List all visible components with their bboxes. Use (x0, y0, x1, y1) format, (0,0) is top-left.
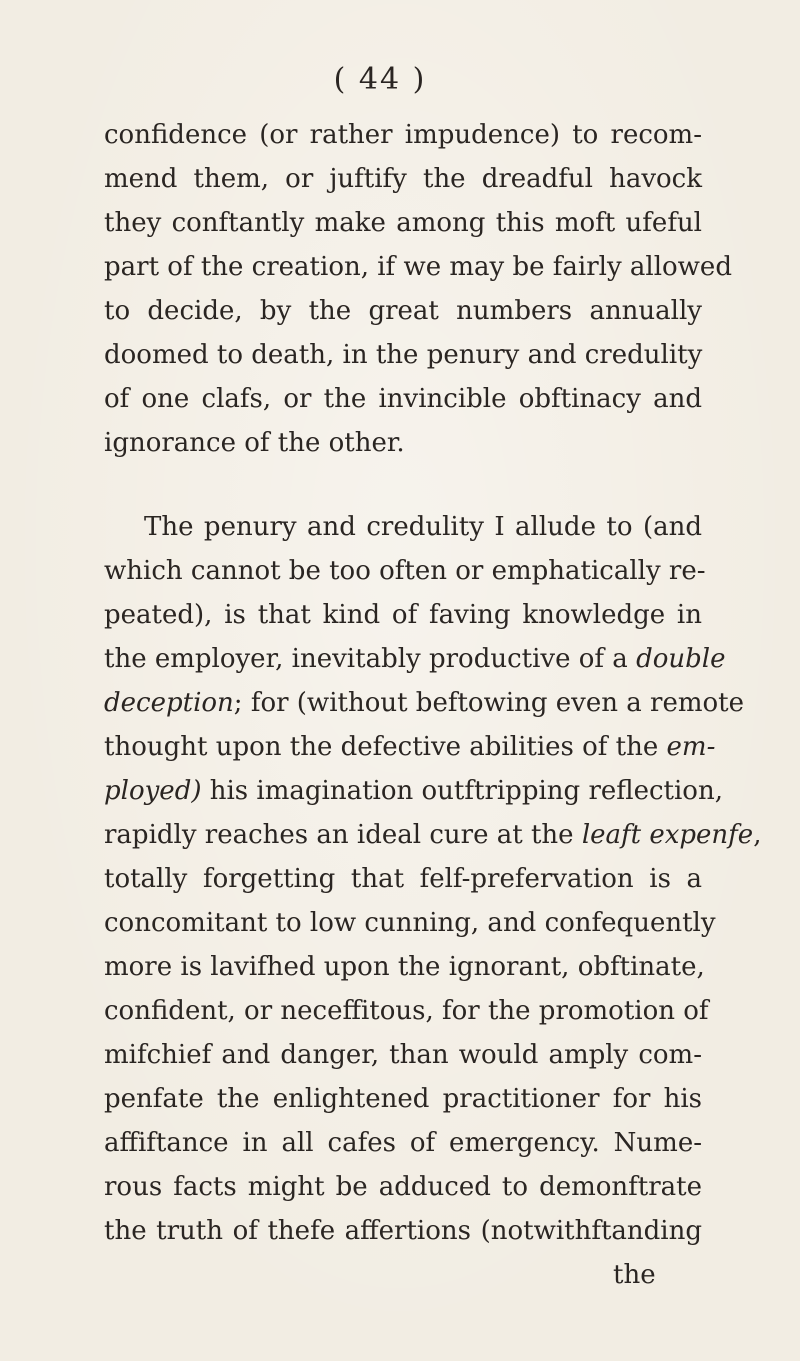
text-line: confidence (or rather impudence) to recom- (104, 120, 702, 150)
text-line: mend them, or juftify the dreadful havock (104, 164, 702, 194)
italic-phrase: em- (666, 732, 716, 762)
text-line: part of the creation, if we may be fairly allowed (104, 252, 732, 282)
text-line: more is lavifhed upon the ignorant, obftinate, (104, 952, 705, 982)
text-line: the employer, inevitably productive of a double (104, 644, 726, 674)
text-line: mifchief and danger, than would amply com- (104, 1040, 702, 1070)
text-line: which cannot be too often or emphatically re- (104, 556, 706, 586)
text-line: to decide, by the great numbers annually (104, 296, 702, 326)
page-number: ( 44 ) (333, 62, 427, 97)
italic-phrase: double (636, 644, 726, 674)
text-line: of one clafs, or the invincible obftinacy and (104, 384, 702, 414)
italic-phrase: leaft expenfe (581, 820, 754, 850)
text-line: confident, or neceffitous, for the promotion of (104, 996, 709, 1026)
text-line: ignorance of the other. (104, 428, 405, 458)
text-line: the truth of thefe affertions (notwithftanding (104, 1216, 702, 1246)
text-line: rous facts might be adduced to demonftrate (104, 1172, 702, 1202)
text-line: they conftantly make among this moft ufeful (104, 208, 702, 238)
text-line: concomitant to low cunning, and confequently (104, 908, 716, 938)
text-line: deception; for (without beftowing even a remote (104, 688, 744, 718)
text-line: peated), is that kind of faving knowledge in (104, 600, 702, 630)
text-line: thought upon the defective abilities of the em- (104, 732, 716, 762)
italic-phrase: ployed) (104, 776, 202, 806)
catchword: the (613, 1260, 656, 1290)
text-line: totally forgetting that felf-prefervation is a (104, 864, 702, 894)
text-line: The penury and credulity I allude to (and (144, 512, 702, 542)
text-line: ployed) his imagination outftripping reflection, (104, 776, 723, 806)
text-line: rapidly reaches an ideal cure at the leaft expenfe, (104, 820, 762, 850)
text-line: doomed to death, in the penury and credulity (104, 340, 703, 370)
italic-phrase: deception (104, 688, 234, 718)
text-line: affiftance in all cafes of emergency. Nume- (104, 1128, 702, 1158)
text-line: penfate the enlightened practitioner for his (104, 1084, 702, 1114)
